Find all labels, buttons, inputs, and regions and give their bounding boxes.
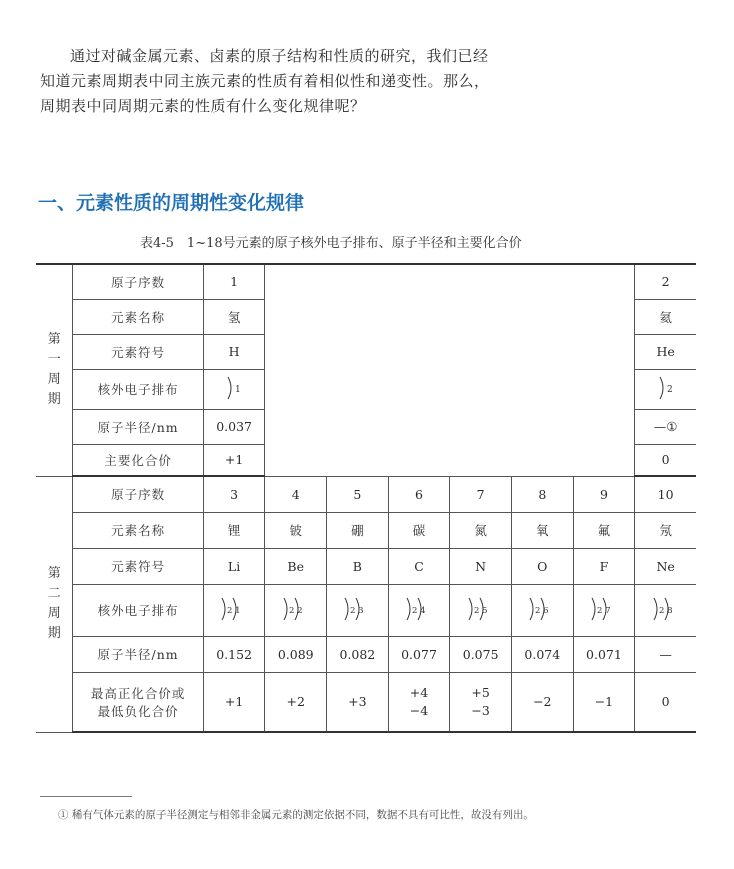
- row-label-atomic-number: 原子序数: [73, 476, 203, 512]
- h-shell-count: 1: [235, 384, 241, 395]
- c-number: 6: [388, 476, 450, 512]
- shell-diagram-icon: [652, 373, 680, 403]
- o-electron-shell: [511, 584, 573, 636]
- c-symbol: C: [388, 548, 450, 584]
- table-row: [36, 584, 696, 636]
- c-radius: 0.077: [388, 636, 450, 672]
- table-row: [36, 636, 696, 672]
- h-valence: +1: [203, 444, 265, 476]
- f-electron-shell: [573, 584, 635, 636]
- f-valence: −1: [573, 672, 635, 732]
- b-valence: +3: [327, 672, 389, 732]
- row-label-main-valence: 主要化合价: [73, 444, 203, 476]
- he-number: 2: [635, 264, 696, 299]
- shell-diagram-icon: [587, 594, 621, 624]
- n-number: 7: [450, 476, 512, 512]
- shell-diagram-icon: [402, 594, 436, 624]
- table-row: [36, 476, 696, 512]
- shell-diagram-icon: [464, 594, 498, 624]
- row-label-atomic-radius: 原子半径/nm: [73, 636, 203, 672]
- h-number: 1: [203, 264, 265, 299]
- h-radius: 0.037: [203, 409, 265, 444]
- b-symbol: B: [327, 548, 389, 584]
- h-symbol: H: [203, 334, 265, 369]
- f-symbol: F: [573, 548, 635, 584]
- h-electron-shell: [203, 369, 265, 409]
- ne-number: 10: [635, 476, 696, 512]
- ne-shell-count: 2 8: [658, 605, 673, 616]
- b-radius: 0.082: [327, 636, 389, 672]
- be-name: 铍: [265, 512, 327, 548]
- n-electron-shell: [450, 584, 512, 636]
- shell-diagram-icon: [220, 373, 248, 403]
- f-number: 9: [573, 476, 635, 512]
- o-shell-count: 2 6: [535, 605, 549, 616]
- intro-paragraph: [40, 44, 500, 119]
- he-symbol: He: [635, 334, 696, 369]
- row-label-element-name: 元素名称: [73, 299, 203, 334]
- n-name: 氮: [450, 512, 512, 548]
- be-electron-shell: [265, 584, 327, 636]
- f-shell-count: 2 7: [596, 605, 611, 616]
- shell-diagram-icon: [340, 594, 374, 624]
- li-radius: 0.152: [203, 636, 265, 672]
- shell-diagram-icon: [525, 594, 559, 624]
- li-number: 3: [203, 476, 265, 512]
- section-title: 一、元素性质的周期性变化规律: [38, 192, 305, 214]
- li-valence: +1: [203, 672, 265, 732]
- row-label-atomic-radius: 原子半径/nm: [73, 409, 203, 444]
- b-shell-count: 2 3: [350, 605, 364, 616]
- b-electron-shell: [327, 584, 389, 636]
- n-shell-count: 2 5: [473, 605, 488, 616]
- shell-diagram-icon: [217, 594, 251, 624]
- n-radius: 0.075: [450, 636, 512, 672]
- n-valence: +5 −3: [450, 672, 512, 732]
- he-radius: —①: [635, 409, 696, 444]
- table-row: [36, 672, 696, 732]
- be-radius: 0.089: [265, 636, 327, 672]
- be-shell-count: 2 2: [288, 605, 303, 616]
- row-label-electron-config: 核外电子排布: [73, 584, 203, 636]
- c-electron-shell: [388, 584, 450, 636]
- table-row: [36, 264, 696, 299]
- footnote: ① 稀有气体元素的原子半径测定与相邻非金属元素的测定依据不同，数据不具有可比性，故没有列出。: [58, 809, 534, 821]
- c-valence: +4 −4: [388, 672, 450, 732]
- o-name: 氧: [511, 512, 573, 548]
- be-number: 4: [265, 476, 327, 512]
- period-1-label: 第 一 周 期: [36, 264, 73, 476]
- he-valence: 0: [635, 444, 696, 476]
- row-label-atomic-number: 原子序数: [73, 264, 203, 299]
- he-electron-shell: [635, 369, 696, 409]
- intro-text: 通过对碱金属元素、卤素的原子结构和性质的研究，我们已经知道元素周期表中同主族元素的性质有着相似性和递变性。那么，周期表中同周期元素的性质有什么变化规律呢？: [40, 47, 490, 115]
- row-label-element-symbol: 元素符号: [73, 334, 203, 369]
- shell-diagram-icon: [279, 594, 313, 624]
- c-name: 碳: [388, 512, 450, 548]
- element-properties-table: [36, 263, 696, 733]
- f-radius: 0.071: [573, 636, 635, 672]
- be-valence: +2: [265, 672, 327, 732]
- period-1-gap: [265, 264, 635, 476]
- shell-diagram-icon: [649, 594, 683, 624]
- he-name: 氦: [635, 299, 696, 334]
- ne-valence: 0: [635, 672, 696, 732]
- o-symbol: O: [511, 548, 573, 584]
- o-number: 8: [511, 476, 573, 512]
- li-electron-shell: [203, 584, 265, 636]
- b-number: 5: [327, 476, 389, 512]
- o-radius: 0.074: [511, 636, 573, 672]
- period-2-label: 第 二 周 期: [36, 476, 73, 732]
- li-symbol: Li: [203, 548, 265, 584]
- ne-radius: —: [635, 636, 696, 672]
- row-label-element-name: 元素名称: [73, 512, 203, 548]
- row-label-element-symbol: 元素符号: [73, 548, 203, 584]
- c-shell-count: 2 4: [412, 605, 426, 616]
- n-symbol: N: [450, 548, 512, 584]
- footnote-divider: [40, 796, 132, 797]
- table-row: [36, 548, 696, 584]
- f-name: 氟: [573, 512, 635, 548]
- be-symbol: Be: [265, 548, 327, 584]
- table-row: [36, 512, 696, 548]
- row-label-electron-config: 核外电子排布: [73, 369, 203, 409]
- li-shell-count: 2 1: [227, 605, 241, 616]
- row-label-valence-range: 最高正化合价或 最低负化合价: [73, 672, 203, 732]
- b-name: 硼: [327, 512, 389, 548]
- he-shell-count: 2: [666, 384, 673, 395]
- li-name: 锂: [203, 512, 265, 548]
- table-caption: 表4-5 1~18号元素的原子核外电子排布、原子半径和主要化合价: [140, 236, 522, 251]
- o-valence: −2: [511, 672, 573, 732]
- ne-symbol: Ne: [635, 548, 696, 584]
- h-name: 氢: [203, 299, 265, 334]
- ne-name: 氖: [635, 512, 696, 548]
- ne-electron-shell: [635, 584, 696, 636]
